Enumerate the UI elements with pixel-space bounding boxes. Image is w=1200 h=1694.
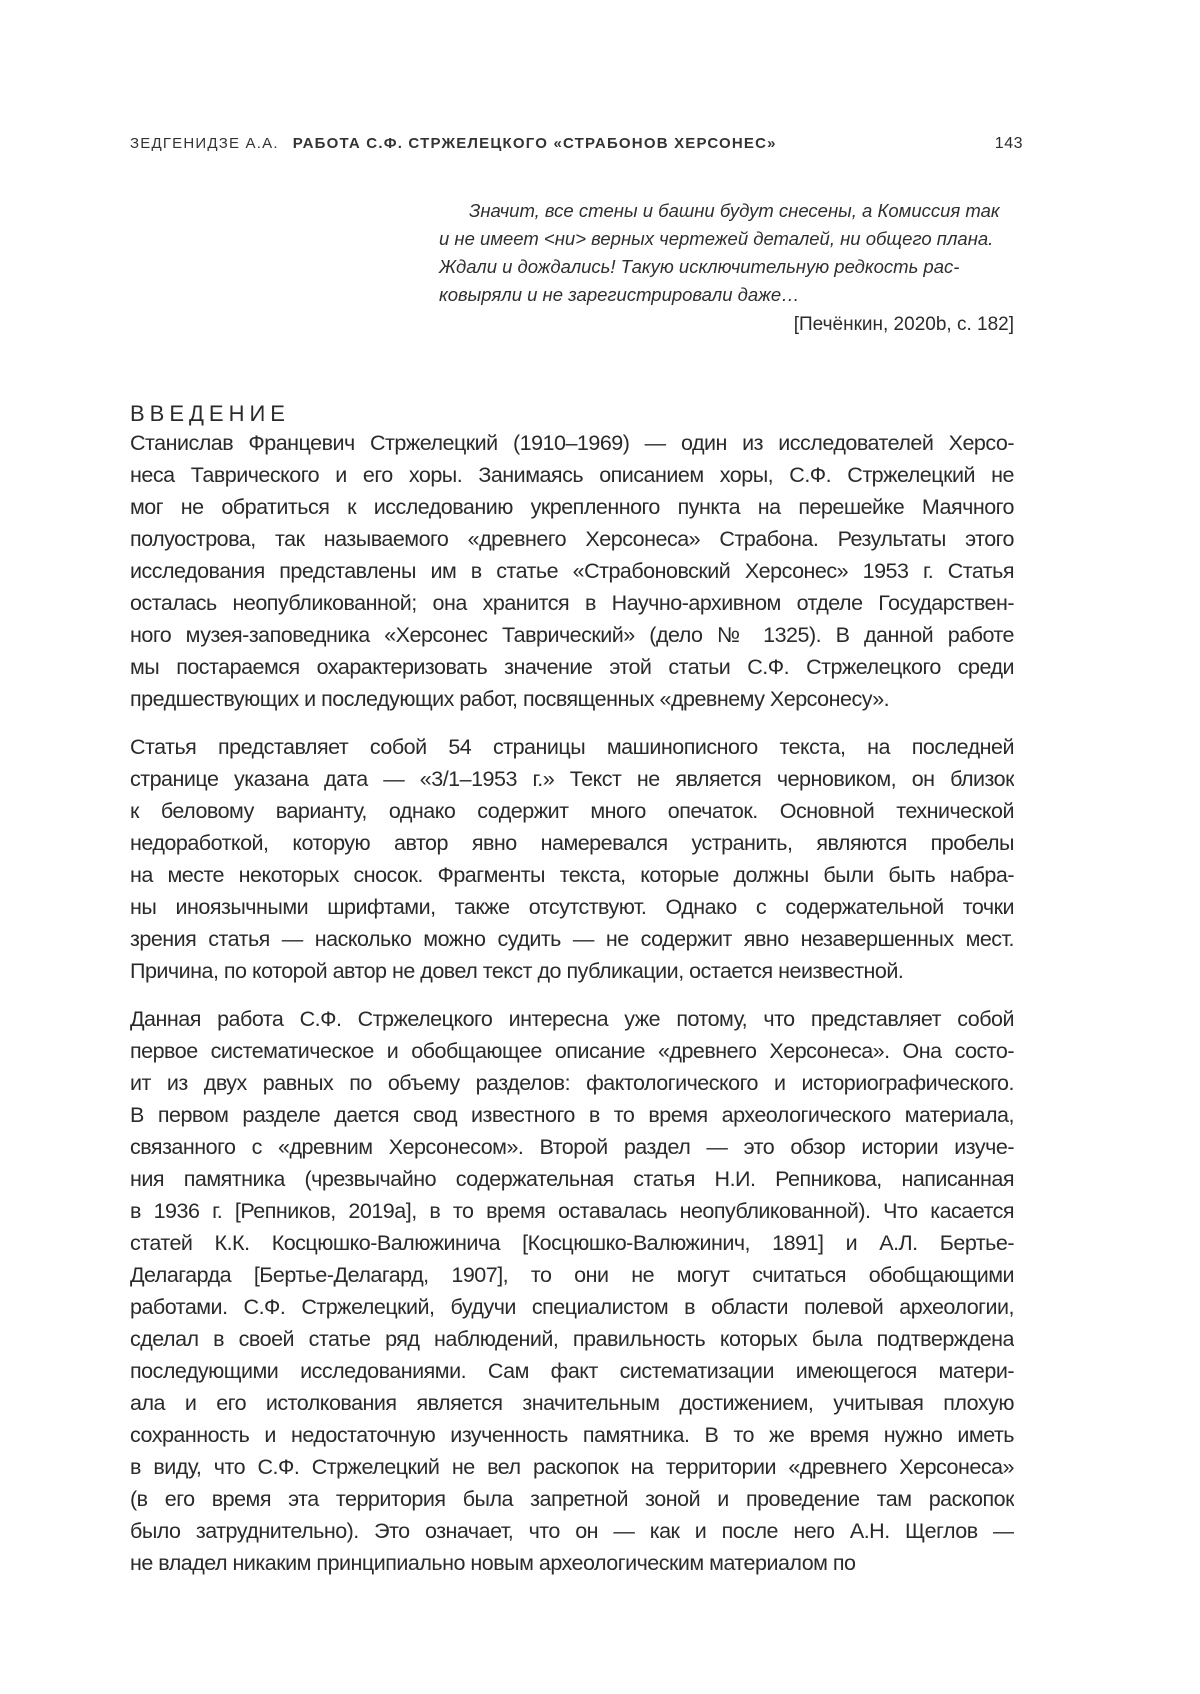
running-header — [130, 133, 1023, 155]
text-line: в виду, что С.Ф. Стржелецкий не вел раскопок на территории «древнего Херсонеса» — [130, 1455, 1014, 1479]
text-line: работами. С.Ф. Стржелецкий, будучи специалистом в области полевой археологии, — [130, 1295, 1014, 1319]
text-line: первое систематическое и обобщающее описание «древнего Херсонеса». Она состо- — [130, 1039, 1014, 1063]
section-heading: ВВЕДЕНИЕ — [130, 401, 290, 426]
text-line: ала и его истолкования является значительным достижением, учитывая плохую — [130, 1391, 1014, 1415]
text-line: ит из двух равных по объему разделов: фактологического и историографического. — [130, 1071, 1014, 1095]
text-line: ного музея-заповедника «Херсонес Таврический» (дело № 1325). В данной работе — [130, 623, 1014, 647]
text-line: странице указана дата — «3/1–1953 г.» Текст не является черновиком, он близок — [130, 767, 1014, 791]
text-line: Значит, все стены и башни будут снесены, а Комиссия так — [469, 200, 1000, 221]
text-line: к беловому варианту, однако содержит много опечаток. Основной технической — [130, 799, 1014, 823]
text-line: связанного с «древним Херсонесом». Второй раздел — это обзор истории изуче- — [130, 1135, 1014, 1159]
text-line: Ждали и дождались! Такую исключительную редкость рас- — [439, 256, 960, 277]
text-line: исследования представлены им в статье «Страбоновский Херсонес» 1953 г. Статья — [130, 559, 1014, 583]
epigraph-attribution: [Печёнкин, 2020b, с. 182] — [793, 314, 1014, 335]
text-line: полуострова, так называемого «древнего Херсонеса» Страбона. Результаты этого — [130, 527, 1014, 551]
text-line: ковыряли и не зарегистрировали даже… — [439, 284, 800, 305]
text-line: зрения статья — насколько можно судить — не содержит явно незавершенных мест. — [130, 927, 1014, 951]
text-line: статей К.К. Косцюшко-Валюжинича [Косцюшко-Валюжинич, 1891] и А.Л. Бертье- — [130, 1231, 1014, 1255]
text-line: было затруднительно). Это означает, что он — как и после него А.Н. Щеглов — — [130, 1519, 1014, 1543]
text-line: мог не обратиться к исследованию укрепленного пункта на перешейке Маячного — [130, 495, 1014, 519]
text-line: не владел никаким принципиально новым археологическим материалом по — [130, 1551, 856, 1575]
page-content — [130, 133, 1023, 1579]
text-line: на месте некоторых сносок. Фрагменты текста, которые должны были быть набра- — [130, 863, 1014, 887]
text-line: Статья представляет собой 54 страницы машинописного текста, на последней — [130, 735, 1014, 759]
text-line: последующими исследованиями. Сам факт систематизации имеющегося матери- — [130, 1359, 1014, 1383]
paragraph — [130, 1003, 1014, 1579]
paragraph — [130, 427, 1014, 715]
paragraph — [130, 731, 1014, 987]
header-author: ЗЕДГЕНИДЗЕ А.А. — [130, 135, 279, 152]
text-line: Причина, по которой автор не довел текст до публикации, остается неизвестной. — [130, 959, 904, 983]
text-line: ния памятника (чрезвычайно содержательная статья Н.И. Репникова, написанная — [130, 1167, 1014, 1191]
text-line: сделал в своей статье ряд наблюдений, правильность которых была подтверждена — [130, 1327, 1014, 1351]
text-line: сохранность и недостаточную изученность памятника. В то же время нужно иметь — [130, 1423, 1014, 1447]
text-line: и не имеет <ни> верных чертежей деталей, ни общего плана. — [439, 228, 994, 249]
text-line: В первом разделе дается свод известного в то время археологического материала, — [130, 1103, 1014, 1127]
text-line: (в его время эта территория была запретной зоной и проведение там раскопок — [130, 1487, 1014, 1511]
text-line: мы постараемся охарактеризовать значение этой статьи С.Ф. Стржелецкого среди — [130, 655, 1014, 679]
header-article-title: РАБОТА С.Ф. СТРЖЕЛЕЦКОГО «СТРАБОНОВ ХЕРСОНЕС» — [292, 135, 777, 152]
text-line: ны иноязычными шрифтами, также отсутствуют. Однако с содержательной точки — [130, 895, 1014, 919]
page-number: 143 — [994, 135, 1023, 152]
text-line: недоработкой, которую автор явно намеревался устранить, являются пробелы — [130, 831, 1014, 855]
epigraph — [439, 197, 1014, 309]
text-line: Делагарда [Бертье-Делагард, 1907], то они не могут считаться обобщающими — [130, 1263, 1014, 1287]
text-line: неса Таврического и его хоры. Занимаясь описанием хоры, С.Ф. Стржелецкий не — [130, 463, 1014, 487]
text-line: в 1936 г. [Репников, 2019а], в то время оставалась неопубликованной). Что касается — [130, 1199, 1014, 1223]
text-line: осталась неопубликованной; она хранится в Научно-архивном отделе Государствен- — [130, 591, 1014, 615]
text-line: предшествующих и последующих работ, посвященных «древнему Херсонесу». — [130, 687, 890, 711]
running-header-text — [130, 133, 777, 155]
text-line: Станислав Францевич Стржелецкий (1910–1969) — один из исследователей Херсо- — [130, 431, 1014, 455]
text-line: Данная работа С.Ф. Стржелецкого интересна уже потому, что представляет собой — [130, 1007, 1014, 1031]
